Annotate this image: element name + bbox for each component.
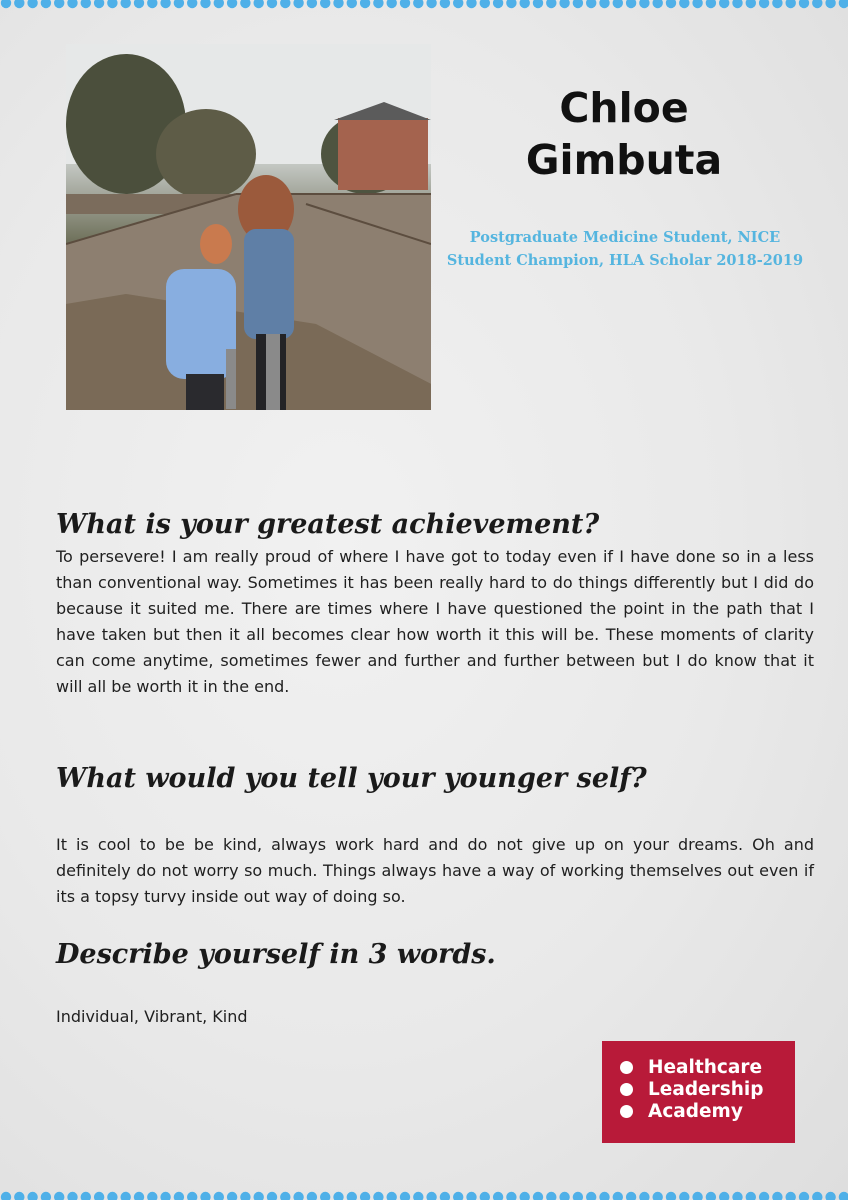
border-dot [812, 1192, 822, 1200]
border-dot [839, 1192, 848, 1200]
profile-last-name: Gimbuta [525, 136, 723, 184]
border-dot [27, 0, 37, 8]
border-dot [54, 1192, 64, 1200]
border-dot [573, 1192, 583, 1200]
border-dot [493, 1192, 503, 1200]
border-dot [533, 1192, 543, 1200]
border-dot [240, 1192, 250, 1200]
border-dot [41, 0, 51, 8]
border-dot [121, 1192, 131, 1200]
border-dot [546, 1192, 556, 1200]
border-dot [453, 1192, 463, 1200]
logo-line-1: Healthcare [648, 1057, 762, 1078]
border-dot [134, 1192, 144, 1200]
border-dot [599, 1192, 609, 1200]
border-dot [67, 1192, 77, 1200]
border-dot [107, 0, 117, 8]
border-dot [134, 0, 144, 8]
border-dot [719, 1192, 729, 1200]
border-dot [107, 1192, 117, 1200]
border-dot [240, 0, 250, 8]
border-dot [626, 0, 636, 8]
border-dot [187, 1192, 197, 1200]
border-dot [400, 0, 410, 8]
border-dot [626, 1192, 636, 1200]
border-dot [639, 1192, 649, 1200]
profile-subtitle [430, 226, 820, 272]
border-dot [440, 1192, 450, 1200]
logo-text [648, 1057, 764, 1123]
border-dot [214, 1192, 224, 1200]
profile-photo [66, 44, 431, 410]
border-dot [546, 0, 556, 8]
border-dot [506, 1192, 516, 1200]
border-dot [679, 1192, 689, 1200]
border-dot [200, 1192, 210, 1200]
border-dot [692, 1192, 702, 1200]
border-dot [254, 0, 264, 8]
border-dot [786, 0, 796, 8]
border-dot [293, 1192, 303, 1200]
border-dot [360, 1192, 370, 1200]
border-dot [94, 1192, 104, 1200]
border-dot [506, 0, 516, 8]
border-dot [387, 1192, 397, 1200]
border-dot [1, 1192, 11, 1200]
border-dot [613, 0, 623, 8]
border-dot [586, 1192, 596, 1200]
profile-first-name: Chloe [559, 84, 689, 132]
border-dot [825, 0, 835, 8]
question-younger-self: What would you tell your younger self? [56, 763, 647, 794]
portrait-photo-icon [66, 44, 431, 410]
border-dot [573, 0, 583, 8]
answer-three-words: Individual, Vibrant, Kind [56, 1007, 248, 1026]
border-dot [559, 0, 569, 8]
logo-line-3: Academy [648, 1101, 743, 1122]
border-dot [466, 0, 476, 8]
answer-greatest-achievement: To persevere! I am really proud of where I have got to today even if I have done so in a less than conventional way. Sometimes it has been really hard to do things differently but I did do because it suited me. There are times where I have questioned the point in the path that I have taken but then it all becomes clear how worth it this will be. These moments of clarity can come anytime, sometimes fewer and further and further between but I do know that it will all be worth it in the end. [56, 547, 814, 697]
healthcare-leadership-academy-logo [602, 1041, 795, 1143]
border-dot [706, 1192, 716, 1200]
border-dot [333, 0, 343, 8]
logo-line-2: Leadership [648, 1079, 764, 1100]
border-dot [227, 1192, 237, 1200]
border-dot [200, 0, 210, 8]
border-dot [81, 0, 91, 8]
border-dot [174, 1192, 184, 1200]
logo-dot-icon [620, 1083, 633, 1096]
border-dot [480, 0, 490, 8]
border-dot [666, 0, 676, 8]
border-dot [799, 1192, 809, 1200]
border-dot [413, 1192, 423, 1200]
answer-younger-self: It is cool to be be kind, always work hard and do not give up on your dreams. Oh and definitely do not worry so much. Things always have a way of working themselves out even if its a topsy turvy inside out way of doing so. [56, 835, 814, 907]
border-dot [839, 0, 848, 8]
border-dot [493, 0, 503, 8]
border-dot [67, 0, 77, 8]
border-dot [772, 0, 782, 8]
border-dot [426, 0, 436, 8]
border-dot [639, 0, 649, 8]
border-dot [267, 0, 277, 8]
border-dot [347, 1192, 357, 1200]
subtitle-line-2: Student Champion, HLA Scholar 2018-2019 [446, 252, 804, 269]
border-dot [14, 0, 24, 8]
border-dot [586, 0, 596, 8]
border-dot [307, 0, 317, 8]
border-dot [480, 1192, 490, 1200]
border-dot [759, 0, 769, 8]
border-dot [347, 0, 357, 8]
border-dot [400, 1192, 410, 1200]
border-dot [520, 1192, 530, 1200]
border-dot [786, 1192, 796, 1200]
border-dot [666, 1192, 676, 1200]
border-dot [706, 0, 716, 8]
border-dot [187, 0, 197, 8]
bottom-dotted-border [0, 1184, 848, 1200]
border-dot [227, 0, 237, 8]
border-dot [254, 1192, 264, 1200]
border-dot [772, 1192, 782, 1200]
border-dot [320, 1192, 330, 1200]
border-dot [373, 1192, 383, 1200]
border-dot [280, 1192, 290, 1200]
border-dot [147, 1192, 157, 1200]
border-dot [373, 0, 383, 8]
border-dot [679, 0, 689, 8]
subtitle-line-1: Postgraduate Medicine Student, NICE [469, 229, 781, 246]
border-dot [1, 0, 11, 8]
border-dot [387, 0, 397, 8]
border-dot [160, 0, 170, 8]
border-dot [746, 0, 756, 8]
logo-dot-icon [620, 1105, 633, 1118]
border-dot [160, 1192, 170, 1200]
border-dot [812, 0, 822, 8]
border-dot [520, 0, 530, 8]
border-dot [94, 0, 104, 8]
top-dotted-border [0, 0, 848, 16]
border-dot [732, 0, 742, 8]
border-dot [147, 0, 157, 8]
border-dot [360, 0, 370, 8]
border-dot [54, 0, 64, 8]
border-dot [453, 0, 463, 8]
border-dot [121, 0, 131, 8]
border-dot [14, 1192, 24, 1200]
border-dot [413, 0, 423, 8]
border-dot [719, 0, 729, 8]
border-dot [653, 0, 663, 8]
border-dot [559, 1192, 569, 1200]
border-dot [825, 1192, 835, 1200]
question-three-words: Describe yourself in 3 words. [56, 939, 496, 970]
border-dot [27, 1192, 37, 1200]
border-dot [799, 0, 809, 8]
border-dot [293, 0, 303, 8]
border-dot [759, 1192, 769, 1200]
border-dot [214, 0, 224, 8]
border-dot [466, 1192, 476, 1200]
border-dot [613, 1192, 623, 1200]
border-dot [41, 1192, 51, 1200]
border-dot [440, 0, 450, 8]
border-dot [333, 1192, 343, 1200]
border-dot [81, 1192, 91, 1200]
border-dot [426, 1192, 436, 1200]
logo-dot-icon [620, 1061, 633, 1074]
border-dot [267, 1192, 277, 1200]
border-dot [746, 1192, 756, 1200]
border-dot [533, 0, 543, 8]
border-dot [280, 0, 290, 8]
border-dot [174, 0, 184, 8]
border-dot [599, 0, 609, 8]
border-dot [307, 1192, 317, 1200]
profile-name [485, 82, 763, 186]
question-greatest-achievement: What is your greatest achievement? [56, 509, 600, 540]
border-dot [692, 0, 702, 8]
border-dot [320, 0, 330, 8]
border-dot [732, 1192, 742, 1200]
border-dot [653, 1192, 663, 1200]
